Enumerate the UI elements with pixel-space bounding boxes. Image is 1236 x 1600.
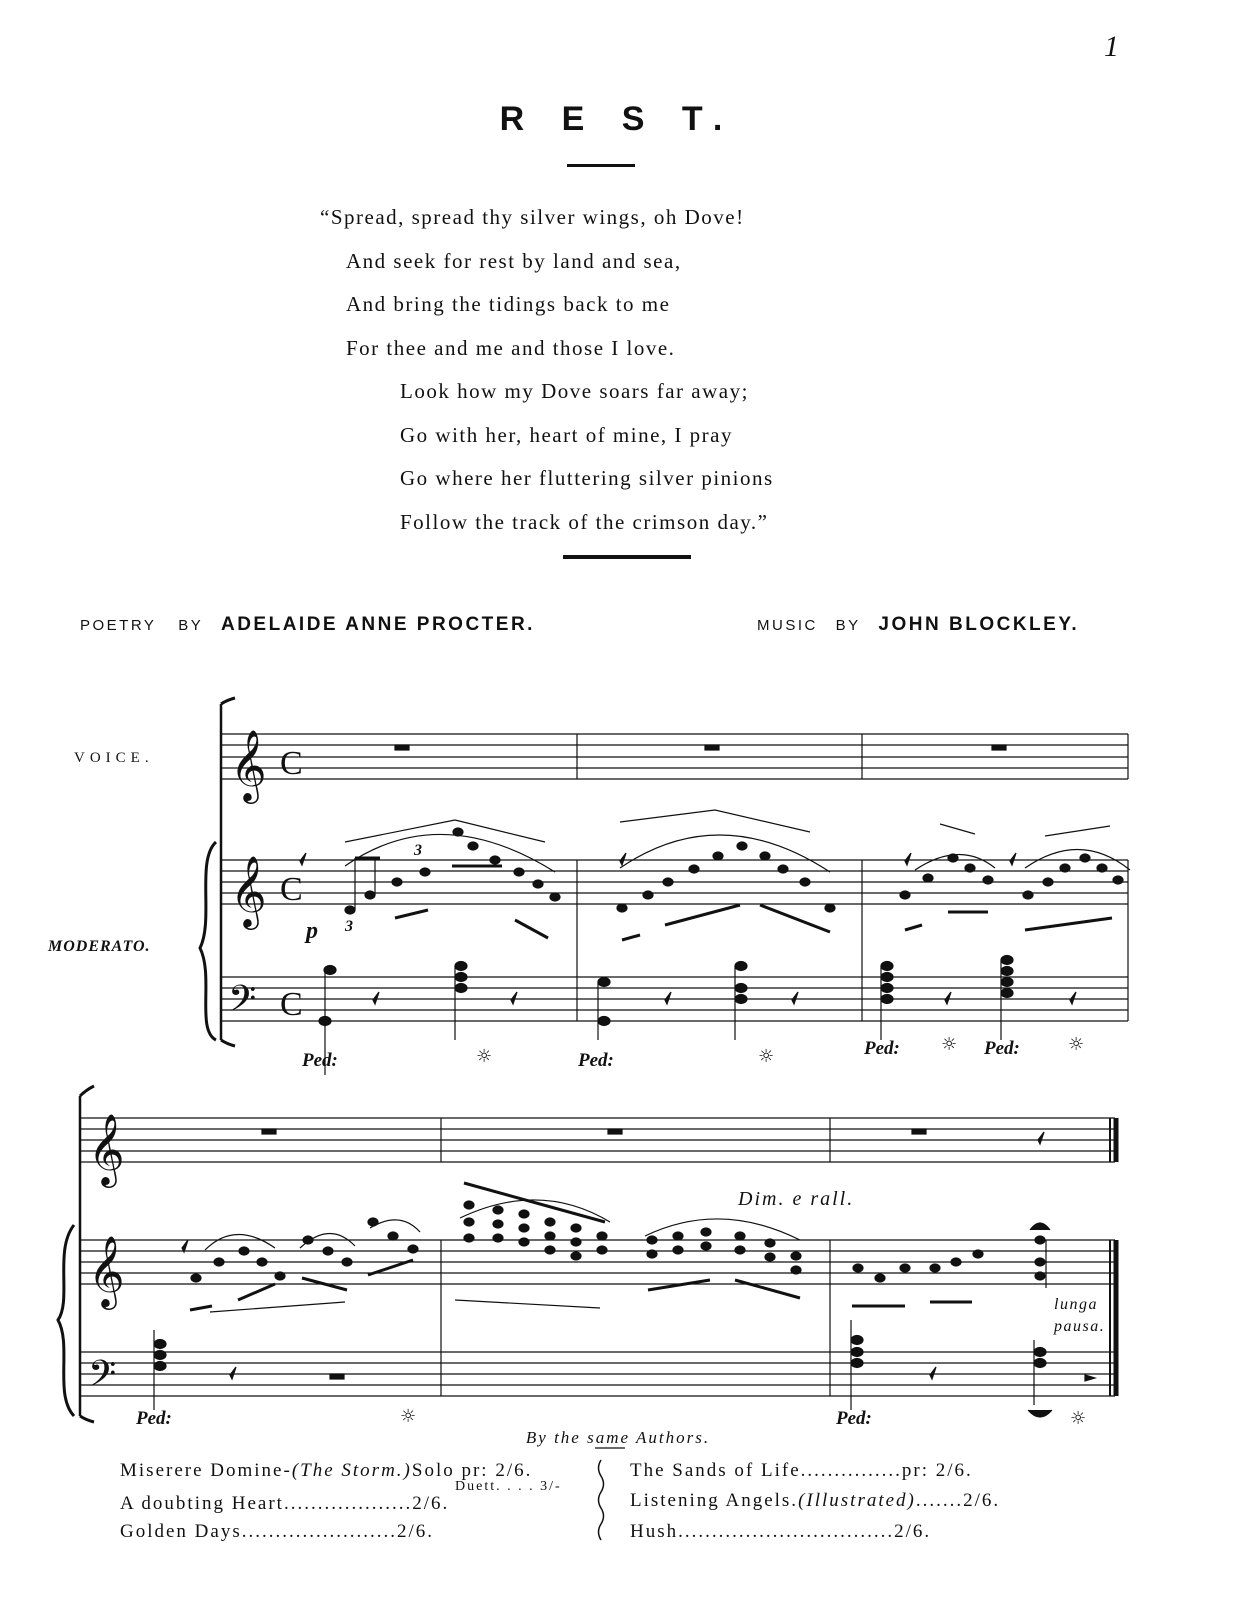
music-by: BY bbox=[835, 617, 861, 634]
catalogue-price: 2/6. bbox=[412, 1493, 450, 1514]
poem-line: Follow the track of the crimson day.” bbox=[400, 509, 769, 534]
catalogue-price: 2/6. bbox=[396, 1521, 435, 1542]
catalogue-price: Solo pr: 2/6. bbox=[411, 1460, 533, 1481]
piano-bass-staff bbox=[221, 977, 1128, 1021]
tempo-marking: MODERATO. bbox=[48, 938, 151, 955]
pedal-release-icon: ☼ bbox=[758, 1046, 775, 1067]
composer-name: JOHN BLOCKLEY. bbox=[878, 614, 1080, 635]
dynamic-marking: p bbox=[306, 918, 318, 944]
fingering: 3 bbox=[345, 918, 353, 935]
expression-marking: Dim. e rall. bbox=[738, 1188, 855, 1210]
voice-staff-2 bbox=[80, 1118, 1115, 1162]
catalogue-title: Miserere Domine- bbox=[120, 1460, 292, 1481]
catalogue-price: 2/6. bbox=[894, 1521, 932, 1542]
svg-text:C: C bbox=[280, 871, 303, 908]
pedal-marking: Ped: bbox=[864, 1038, 900, 1059]
piano-brace-2 bbox=[58, 1225, 74, 1416]
pedal-release-icon: ☼ bbox=[1070, 1408, 1087, 1429]
catalogue-dots: ....... bbox=[915, 1490, 964, 1511]
catalogue-item bbox=[630, 1460, 973, 1482]
poem-line: And seek for rest by land and sea, bbox=[346, 248, 682, 273]
catalogue-item bbox=[630, 1521, 931, 1543]
bass-chords-system-2 bbox=[154, 1320, 1095, 1417]
score-system-2 bbox=[58, 1086, 1116, 1422]
piano-bass-staff-2 bbox=[80, 1352, 1115, 1396]
catalogue-price: 2/6. bbox=[963, 1490, 1001, 1511]
pedal-marking: Ped: bbox=[302, 1050, 338, 1071]
catalogue-title: A doubting Heart bbox=[120, 1493, 284, 1514]
catalogue-title: The Sands of Life bbox=[630, 1460, 801, 1481]
svg-text:𝄞: 𝄞 bbox=[88, 1234, 125, 1307]
poem-line: And bring the tidings back to me bbox=[346, 292, 671, 316]
catalogue-item bbox=[120, 1521, 434, 1543]
catalogue-item bbox=[630, 1490, 1000, 1512]
pedal-release-icon: ☼ bbox=[1068, 1034, 1085, 1055]
catalogue-dots: ............... bbox=[800, 1460, 902, 1481]
bass-chords-system-1 bbox=[300, 853, 1076, 1075]
svg-text:𝄞: 𝄞 bbox=[230, 854, 267, 927]
poetry-prefix: POETRY bbox=[80, 617, 157, 634]
piano-brace bbox=[200, 842, 216, 1040]
catalogue-dots: ................... bbox=[283, 1493, 413, 1514]
svg-text:C: C bbox=[280, 986, 303, 1023]
catalogue-divider bbox=[599, 1460, 604, 1540]
catalogue-title: Hush bbox=[630, 1521, 679, 1542]
treble-notes-bar-2 bbox=[617, 842, 835, 940]
svg-text:𝄞: 𝄞 bbox=[230, 728, 267, 801]
catalogue-subtitle: (The Storm.) bbox=[291, 1460, 412, 1481]
catalogue-title: Golden Days bbox=[120, 1521, 242, 1542]
pausa-line-2: pausa. bbox=[1054, 1318, 1106, 1335]
pedal-release-icon: ☼ bbox=[476, 1046, 493, 1067]
poem-line: Look how my Dove soars far away; bbox=[400, 379, 749, 403]
catalogue-heading: By the same Authors. bbox=[525, 1428, 711, 1447]
catalogue-title: Listening Angels. bbox=[630, 1490, 799, 1511]
catalogue-price: pr: 2/6. bbox=[901, 1460, 973, 1481]
page-title: R E S T. bbox=[499, 100, 737, 138]
catalogue-extra: Duett. . . . 3/- bbox=[455, 1479, 562, 1494]
svg-text:𝄢: 𝄢 bbox=[88, 1353, 117, 1404]
poem-line: “Spread, spread thy silver wings, oh Dove! bbox=[320, 205, 745, 229]
pedal-marking: Ped: bbox=[984, 1038, 1020, 1059]
pedal-marking: Ped: bbox=[836, 1408, 872, 1429]
voice-staff bbox=[221, 734, 1128, 779]
svg-text:C: C bbox=[280, 745, 303, 782]
music-prefix: MUSIC bbox=[757, 617, 818, 634]
pedal-release-icon: ☼ bbox=[400, 1406, 417, 1427]
catalogue-item bbox=[120, 1493, 449, 1515]
poem-line: Go with her, heart of mine, I pray bbox=[400, 422, 733, 447]
pedal-marking: Ped: bbox=[578, 1050, 614, 1071]
pedal-marking: Ped: bbox=[136, 1408, 172, 1429]
poet-name: ADELAIDE ANNE PROCTER. bbox=[220, 614, 535, 635]
svg-text:𝄞: 𝄞 bbox=[88, 1112, 125, 1185]
score-system-1 bbox=[200, 698, 1130, 1075]
catalogue-dots: ................................ bbox=[678, 1521, 895, 1542]
treble-notes-system-2 bbox=[182, 1183, 1050, 1310]
poem-line: Go where her fluttering silver pinions bbox=[400, 466, 774, 490]
page-number: 1 bbox=[1104, 30, 1119, 63]
poetry-by: BY bbox=[178, 617, 204, 634]
pedal-release-icon: ☼ bbox=[941, 1034, 958, 1055]
treble-notes-bar-3 bbox=[900, 854, 1123, 930]
voice-label: VOICE. bbox=[74, 750, 154, 766]
fingering: 3 bbox=[414, 842, 422, 859]
poem-line: For thee and me and those I love. bbox=[346, 335, 676, 360]
catalogue-subtitle: (Illustrated) bbox=[798, 1490, 916, 1511]
catalogue-dots: ....................... bbox=[241, 1521, 397, 1542]
pausa-line-1: lunga bbox=[1054, 1296, 1098, 1313]
svg-text:𝄢: 𝄢 bbox=[228, 978, 257, 1029]
treble-notes-bar-1 bbox=[345, 828, 560, 938]
lunga-pausa bbox=[1054, 1294, 1105, 1338]
